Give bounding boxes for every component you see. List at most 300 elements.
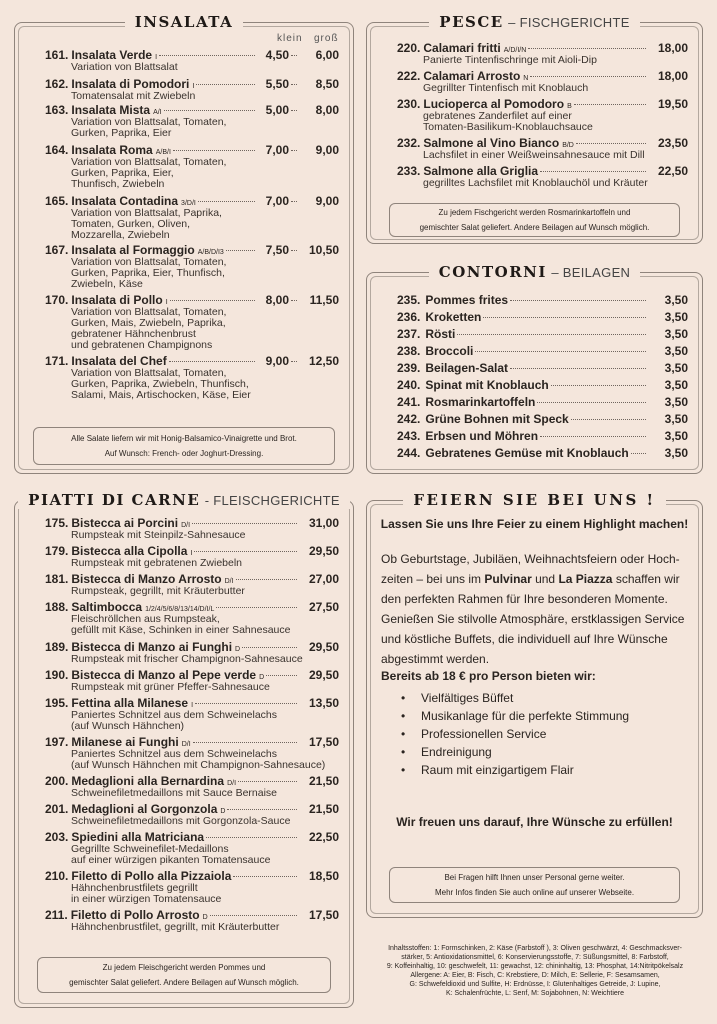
leader-dots [236,579,297,580]
item-allergens: I [165,299,168,306]
item-name: Fettina alla Milanese [71,696,189,710]
menu-item-line [397,41,688,55]
menu-item-line [45,600,339,614]
menu-item [397,69,688,94]
paragraph-line [381,589,688,609]
item-name: Bistecca ai Porcini [71,516,179,530]
item-description: Variation von Blattsalat, Tomaten, [71,116,227,128]
menu-item [45,293,339,351]
leader-dots [159,55,255,56]
item-allergens: D [202,914,208,921]
paragraph-line [381,609,688,629]
item-name: Insalata di Pomodori [71,77,190,91]
item-number: 167. [45,243,69,257]
menu-item-line [45,774,339,788]
menu-item-line [45,354,339,368]
price-small: 9,00 [265,354,289,368]
item-name: Rösti [425,327,456,341]
menu-item [45,830,339,866]
item-allergens: A/I [153,109,162,116]
item-price: 29,50 [308,668,339,682]
item-description: gebratener Hähnchenbrust [71,328,196,340]
menu-item-line [397,327,688,341]
menu-item-line [397,310,688,324]
item-number: 244. [397,446,421,460]
bullet-mark: • [401,745,406,759]
leader-dots [291,55,297,56]
item-number: 230. [397,97,421,111]
item-description: gefüllt mit Käse, Schinken in einer Sahnesauce [71,624,291,636]
menu-item [397,136,688,161]
item-name: Medaglioni al Gorgonzola [71,802,218,816]
note-line: Zu jedem Fleischgericht werden Pommes und [102,963,266,972]
item-name: Calamari fritti [423,41,501,55]
price-small: 7,00 [265,194,289,208]
item-name: Insalata Roma [71,143,153,157]
item-description: Mozzarella, Zwiebeln [71,229,170,241]
menu-item [397,41,688,66]
item-price: 3,50 [664,429,688,443]
item-name: Gebratenes Gemüse mit Knoblauch [425,446,629,460]
item-description: Tomaten-Basilikum-Knoblauchsauce [423,121,593,133]
item-number: 165. [45,194,69,208]
menu-item-line [45,194,339,208]
item-name: Filetto di Pollo Arrosto [70,908,200,922]
menu-item [397,164,688,189]
bullet-text: Endreinigung [421,745,492,759]
menu-item [397,429,688,443]
menu-item-line [397,136,688,150]
item-name: Insalata di Pollo [71,293,163,307]
carne-subtitle: - FLEISCHGERICHTE [204,493,340,508]
item-description: Paniertes Schnitzel aus dem Schweinelachs [71,748,278,760]
item-allergens: I [192,83,195,90]
menu-item-line [397,429,688,443]
menu-item [45,48,339,73]
leader-dots [631,453,646,454]
leader-dots [198,201,255,202]
item-name: Beilagen-Salat [425,361,509,375]
item-price: 22,50 [657,164,688,178]
item-name: Bistecca alla Cipolla [71,544,188,558]
price-large: 6,00 [315,48,339,62]
feiern-section [366,491,703,918]
bullet-mark: • [401,727,406,741]
menu-item [397,344,688,358]
item-description: Gurken, Paprika, Eier, Thunfisch, [71,267,225,279]
menu-item [45,640,339,665]
leader-dots [195,703,297,704]
item-price: 3,50 [664,395,688,409]
bullet-item [401,745,492,759]
item-description: Paniertes Schnitzel aus dem Schweinelachs [71,709,278,721]
item-name: Calamari Arrosto [423,69,521,83]
menu-item-line [45,696,339,710]
bullet-item [401,691,513,705]
menu-item-line [45,572,339,586]
allergen-line: Allergene: A: Eier, B: Fisch, C: Krebstiere, D: Milch, E: Sellerie, F: Sesamsamen, [410,972,660,979]
item-allergens: N [523,75,529,82]
feiern-paragraph [381,549,688,669]
item-description: Rumpsteak mit frischer Champignon-Sahnesauce [71,653,303,665]
item-number: 236. [397,310,421,324]
item-description: gebratenes Zanderfilet auf einer [423,110,572,122]
menu-item [45,516,339,541]
leader-dots [242,647,297,648]
allergen-footer [370,944,700,998]
item-description: Rumpsteak mit gebratenen Zwiebeln [71,557,243,569]
item-description: Gegrillter Tintenfisch mit Knoblauch [423,82,589,94]
feiern-offer: Bereits ab 18 € pro Person bieten wir: [381,669,596,683]
leader-dots [291,361,297,362]
allergen-line: 9: Koffeinhaltig, 10: geschwefelt, 11: gewachst, 12: chininhaltig, 13: Phosphat, 14:Nitritpökelsalz [386,963,684,970]
menu-item [45,774,339,799]
item-number: 220. [397,41,421,55]
leader-dots [173,150,255,151]
item-price: 3,50 [664,310,688,324]
item-number: 164. [45,143,69,157]
item-price: 29,50 [308,544,339,558]
item-description: Tomaten, Gurken, Oliven, [71,218,191,230]
menu-item [397,97,688,133]
item-name: Lucioperca al Pomodoro [423,97,565,111]
leader-dots [238,781,297,782]
leader-dots [192,523,297,524]
menu-item [397,327,688,341]
leader-dots [193,742,297,743]
bullet-text: Musikanlage für die perfekte Stimmung [421,709,630,723]
paragraph-text: und [531,572,559,586]
leader-dots [291,110,297,111]
item-number: 188. [45,600,69,614]
item-description: Variation von Blattsalat, Paprika, [71,207,222,219]
item-description: auf einer würzigen pikanten Tomatensauce [71,854,271,866]
item-name: Erbsen und Möhren [425,429,539,443]
bullet-text: Raum mit einzigartigem Flair [421,763,574,777]
price-small: 7,00 [265,143,289,157]
menu-item-line [45,869,339,883]
item-price: 17,50 [308,735,339,749]
paragraph-text: und köstliche Buffets, die individuell auf Ihre Wünsche [381,632,668,646]
item-number: 200. [45,774,69,788]
item-price: 3,50 [664,344,688,358]
menu-item-line [45,293,339,307]
item-name: Salmone al Vino Bianco [423,136,560,150]
leader-dots [170,300,255,301]
menu-item-line [45,735,339,749]
leader-dots [576,143,646,144]
leader-dots [233,876,297,877]
item-description: Rumpsteak mit Steinpilz-Sahnesauce [71,529,246,541]
menu-item [45,354,339,401]
carne-section [14,491,354,1008]
menu-item-line [45,830,339,844]
leader-dots [210,915,297,916]
item-number: 195. [45,696,69,710]
item-number: 189. [45,640,69,654]
item-number: 179. [45,544,69,558]
item-number: 210. [45,869,69,883]
leader-dots [540,436,646,437]
item-price: 21,50 [308,774,339,788]
item-allergens: B [567,103,572,110]
menu-item [45,243,339,290]
item-number: 211. [45,908,68,922]
paragraph-text: Genießen Sie stilvolle Atmosphäre, erstklassigen Service [381,612,685,626]
leader-dots [266,675,297,676]
leader-dots [528,48,646,49]
feiern-title: FEIERN SIE BEI UNS ! [413,491,656,509]
price-large: 9,00 [315,143,339,157]
item-allergens: A/B/D/I3 [197,249,224,256]
item-allergens: D/I [181,522,191,529]
item-price: 18,50 [308,869,339,883]
item-price: 3,50 [664,378,688,392]
note-line: Mehr Infos finden Sie auch online auf unserer Webseite. [434,888,635,897]
menu-item-line [397,446,688,460]
item-allergens: D/I [181,741,191,748]
item-description: (auf Wunsch Hähnchen) [71,720,185,732]
item-number: 239. [397,361,421,375]
item-name: Saltimbocca [71,600,143,614]
item-description: Variation von Blattsalat [71,61,178,73]
item-allergens: I [191,702,194,709]
item-number: 233. [397,164,421,178]
item-allergens: I [155,54,158,61]
item-description: Rumpsteak mit grüner Pfeffer-Sahnesauce [71,681,270,693]
item-name: Milanese ai Funghi [71,735,179,749]
menu-item [45,668,339,693]
menu-item-line [45,243,339,257]
price-small: 8,00 [265,293,289,307]
menu-item-line [397,361,688,375]
leader-dots [574,104,646,105]
item-price: 13,50 [308,696,339,710]
item-price: 17,50 [308,908,339,922]
menu-item [397,412,688,426]
item-number: 203. [45,830,69,844]
item-price: 3,50 [664,361,688,375]
item-description: Variation von Blattsalat, Tomaten, [71,367,227,379]
feiern-headline: Lassen Sie uns Ihre Feier zu einem Highlight machen! [380,517,689,531]
bullet-text: Professionellen Service [421,727,547,741]
item-name: Broccoli [425,344,474,358]
menu-item [45,544,339,569]
menu-item-line [45,668,339,682]
carne-note [37,957,331,993]
item-name: Insalata Verde [71,48,153,62]
item-name: Spinat mit Knoblauch [425,378,549,392]
menu-item-line [397,69,688,83]
item-price: 19,50 [657,97,688,111]
menu-item-line [45,516,339,530]
paragraph-line [381,549,688,569]
brand-name: La Piazza [558,572,613,586]
note-line: gemischter Salat geliefert. Andere Beilagen auf Wunsch möglich. [419,223,650,232]
item-description: (auf Wunsch Hähnchen mit Champignon-Sahnesauce) [71,759,326,771]
contorni-section [366,263,703,474]
item-allergens: A/B/I [155,149,171,156]
item-number: 181. [45,572,69,586]
item-description: Lachsfilet in einer Weißweinsahnesauce mit Dill [423,149,645,161]
item-price: 31,00 [308,516,339,530]
contorni-subtitle: – BEILAGEN [551,265,631,280]
item-description: Gurken, Paprika, Eier [71,127,172,139]
note-line: Zu jedem Fischgericht werden Rosmarinkartoffeln und [438,208,631,217]
bullet-mark: • [401,691,406,705]
menu-item-line [397,164,688,178]
menu-item [397,395,688,409]
item-description: Variation von Blattsalat, Tomaten, [71,306,227,318]
pesce-subtitle: – FISCHGERICHTE [508,15,630,30]
item-description: und gebratenen Champignons [71,339,213,351]
paragraph-text: zeiten – bei uns im [381,572,485,586]
item-price: 23,50 [657,136,688,150]
pesce-title: PESCE [439,13,504,31]
item-price: 22,50 [308,830,339,844]
item-name: Bistecca di Manzo ai Funghi [71,640,233,654]
bullet-mark: • [401,763,406,777]
note-line: Alle Salate liefern wir mit Honig-Balsamico-Vinaigrette und Brot. [71,434,297,443]
paragraph-line [381,649,688,669]
feiern-closing: Wir freuen uns darauf, Ihre Wünsche zu erfüllen! [396,815,673,829]
paragraph-text: abgestimmt werden. [381,652,490,666]
menu-item-line [45,48,339,62]
pesce-note [389,203,680,237]
menu-item-line [397,344,688,358]
item-number: 237. [397,327,421,341]
item-description: Fleischröllchen aus Rumpsteak, [71,613,220,625]
leader-dots [457,334,646,335]
menu-item-line [45,802,339,816]
price-large: 8,00 [315,103,339,117]
menu-item [45,572,339,597]
menu-item [45,802,339,827]
menu-item-line [397,395,688,409]
menu-item-line [45,544,339,558]
menu-item [397,293,688,307]
item-number: 235. [397,293,421,307]
item-price: 3,50 [664,446,688,460]
allergen-line: Inhaltsstoffen: 1: Formschinken, 2: Käse (Farbstoff ), 3: Oliven geschwärzt, 4: Geschmacksver- [388,945,682,952]
item-name: Filetto di Pollo alla Pizzaiola [71,869,232,883]
menu-item-line [45,77,339,91]
price-large: 12,50 [308,354,339,368]
brand-name: Pulvinar [484,572,532,586]
item-description: Thunfisch, Zwiebeln [71,178,165,190]
menu-item [45,143,339,190]
item-description: Tomatensalat mit Zwiebeln [71,90,196,102]
item-description: Gurken, Mais, Zwiebeln, Paprika, [71,317,226,329]
col-large-header: groß [314,33,339,44]
item-name: Insalata Contadina [71,194,179,208]
leader-dots [510,368,646,369]
allergen-line: K: Schalenfrüchte, L: Senf, M: Sojabohnen, N: Weichtiere [445,990,625,997]
leader-dots [291,250,297,251]
price-small: 5,50 [265,77,289,91]
menu-item-line [397,293,688,307]
item-number: 240. [397,378,421,392]
feiern-note [389,867,680,903]
item-name: Insalata del Chef [71,354,167,368]
item-price: 29,50 [308,640,339,654]
menu-item-line [397,412,688,426]
allergen-line: G: Schwefeldioxid und Sulfite, H: Erdnüsse, I: Glutenhaltiges Getreide, J: Lupine, [409,981,661,988]
menu-item-line [45,640,339,654]
leader-dots [291,84,297,85]
item-price: 18,00 [657,41,688,55]
item-allergens: 1/2/4/5/6/8/13/14/D/I/L [145,606,215,613]
item-name: Bistecca di Manzo Arrosto [71,572,222,586]
menu-item [45,77,339,102]
paragraph-line [381,629,688,649]
item-number: 201. [45,802,69,816]
note-line: Bei Fragen hilft Ihnen unser Personal gerne weiter. [444,873,625,882]
item-number: 242. [397,412,421,426]
bullet-text: Vielfältiges Büffet [421,691,514,705]
bullet-item [401,727,546,741]
item-description: Zwiebeln, Käse [71,278,143,290]
price-small: 5,00 [265,103,289,117]
contorni-title: CONTORNI [438,263,547,281]
paragraph-text: den perfekten Rahmen für Ihre besonderen Momente. [381,592,668,606]
menu-item [45,908,339,933]
note-line: Auf Wunsch: French- oder Joghurt-Dressing. [104,449,264,458]
leader-dots [216,607,297,608]
item-allergens: I [190,550,193,557]
item-name: Kroketten [425,310,482,324]
leader-dots [169,361,255,362]
item-description: Hähnchenbrustfilets gegrillt [71,882,198,894]
leader-dots [475,351,646,352]
item-allergens: 3/D/I [181,200,196,207]
item-name: Pommes frites [425,293,509,307]
menu-item [397,446,688,460]
price-large: 11,50 [309,293,339,307]
item-number: 222. [397,69,421,83]
menu-item [45,194,339,241]
item-number: 232. [397,136,421,150]
leader-dots [226,250,255,251]
item-price: 3,50 [664,327,688,341]
item-allergens: D [235,646,241,653]
item-price: 21,50 [308,802,339,816]
item-number: 243. [397,429,421,443]
item-description: Panierte Tintenfischringe mit Aioli-Dip [423,54,597,66]
item-allergens: D/I [224,578,234,585]
menu-item [45,696,339,732]
item-name: Grüne Bohnen mit Speck [425,412,569,426]
item-description: Rumpsteak, gegrillt, mit Kräuterbutter [71,585,245,597]
insalata-note [33,427,335,465]
item-price: 3,50 [664,412,688,426]
item-number: 241. [397,395,421,409]
price-large: 8,50 [315,77,339,91]
item-description: Variation von Blattsalat, Tomaten, [71,156,227,168]
leader-dots [164,110,255,111]
price-small: 4,50 [265,48,289,62]
leader-dots [571,419,646,420]
item-name: Bistecca di Manzo al Pepe verde [71,668,257,682]
menu-item-line [397,97,688,111]
menu-item [45,103,339,139]
paragraph-text: schaffen wir [612,572,680,586]
item-number: 171. [45,354,69,368]
item-description: Salami, Mais, Artischocken, Käse, Eier [71,389,251,401]
item-name: Insalata Mista [71,103,151,117]
item-allergens: B/D [562,142,574,149]
menu-item [45,735,339,771]
